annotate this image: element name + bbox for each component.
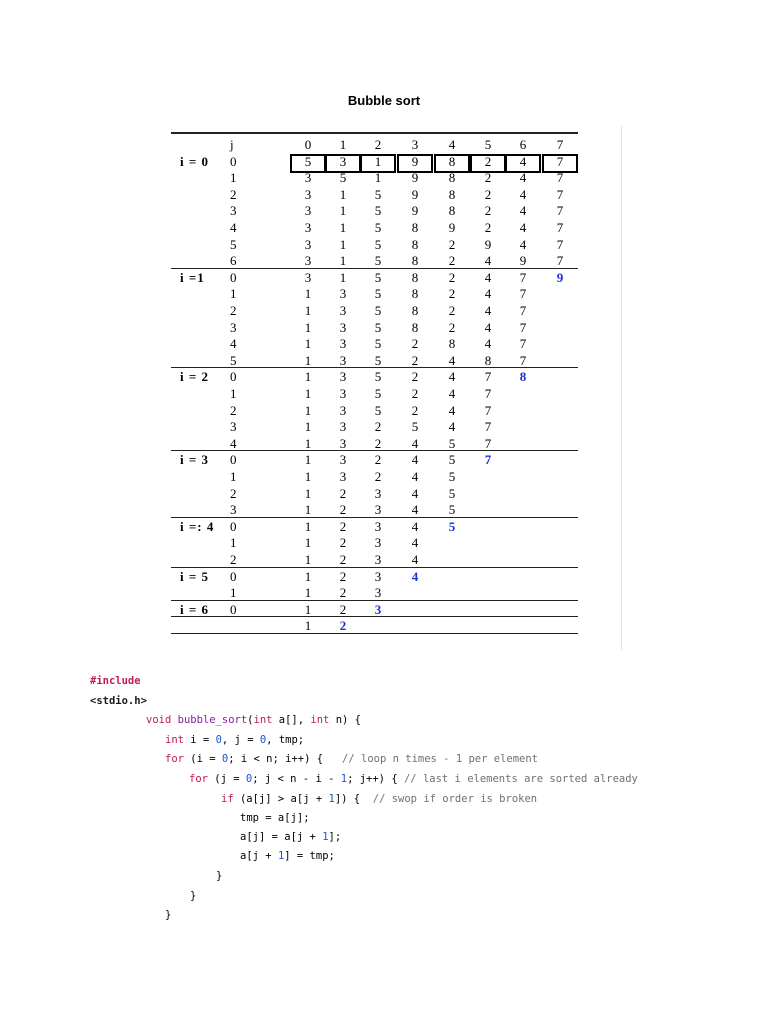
trace-value: 5 xyxy=(374,236,382,252)
pass-label: i = 0 xyxy=(180,153,210,169)
comment-swap: // swop if order is broken xyxy=(372,793,538,805)
trace-value: 2 xyxy=(411,369,419,385)
trace-value: 4 xyxy=(411,568,419,584)
trace-value: 1 xyxy=(304,502,312,518)
code-line-assign: a[j] = a[j + 1]; xyxy=(240,831,342,843)
trace-value: 4 xyxy=(484,253,492,269)
trace-value: 5 xyxy=(374,402,382,418)
trace-value: 1 xyxy=(304,386,312,401)
comment-loop: // loop n times - 1 per element xyxy=(342,753,538,765)
row-j-index: 2 xyxy=(230,402,237,418)
trace-value: 3 xyxy=(339,286,347,302)
code-brace-inner: } xyxy=(190,890,197,902)
trace-value: 9 xyxy=(448,220,456,235)
row-j-index: 6 xyxy=(230,253,237,269)
trace-value: 7 xyxy=(519,303,527,318)
trace-value: 3 xyxy=(339,352,347,368)
trace-value: 4 xyxy=(519,220,527,235)
code-line-if: if (a[j] > a[j + 1]) { // swop if order is broken xyxy=(221,793,538,805)
trace-value: 5 xyxy=(374,386,382,401)
header-col-6: 6 xyxy=(519,137,527,152)
header-col-5: 5 xyxy=(484,137,492,152)
trace-value: 3 xyxy=(339,153,347,169)
trace-value: 9 xyxy=(411,186,419,202)
trace-value: 5 xyxy=(374,269,382,285)
trace-value: 2 xyxy=(411,352,419,368)
trace-value: 7 xyxy=(556,186,564,202)
trace-value: 5 xyxy=(374,220,382,235)
trace-value: 2 xyxy=(339,502,347,518)
trace-value: 1 xyxy=(374,170,382,186)
trace-value: 4 xyxy=(411,452,419,468)
trace-value: 3 xyxy=(339,336,347,352)
code-line-tmp: tmp = a[j]; xyxy=(240,812,310,824)
trace-value: 8 xyxy=(448,153,456,169)
trace-value: 3 xyxy=(304,253,312,269)
trace-value: 9 xyxy=(411,170,419,186)
row-j-index: 4 xyxy=(230,336,237,352)
trace-value: 3 xyxy=(374,518,382,534)
row-j-index: 0 xyxy=(230,601,237,617)
trace-value: 2 xyxy=(339,535,347,551)
row-j-index: 1 xyxy=(230,286,237,302)
trace-value: 8 xyxy=(448,203,456,219)
trace-value: 2 xyxy=(448,269,456,285)
code-line-decl: int i = 0, j = 0, tmp; xyxy=(165,734,305,746)
trace-value: 3 xyxy=(374,601,382,617)
trace-value: 2 xyxy=(448,319,456,335)
trace-value: 1 xyxy=(304,286,312,302)
trace-value: 2 xyxy=(411,336,419,352)
trace-value: 3 xyxy=(339,419,347,435)
trace-value: 2 xyxy=(411,386,419,401)
trace-value: 7 xyxy=(556,153,564,169)
trace-value: 7 xyxy=(519,286,527,302)
include-header: <stdio.h> xyxy=(90,695,147,707)
trace-value: 4 xyxy=(448,402,456,418)
trace-value: 4 xyxy=(484,286,492,302)
row-j-index: 0 xyxy=(230,452,237,468)
trace-value: 3 xyxy=(339,369,347,385)
trace-value: 2 xyxy=(374,469,382,484)
row-j-index: 2 xyxy=(230,303,237,318)
trace-value: 3 xyxy=(339,303,347,318)
trace-value: 1 xyxy=(339,269,347,285)
trace-value: 1 xyxy=(304,535,312,551)
trace-value: 2 xyxy=(448,286,456,302)
trace-value: 5 xyxy=(448,518,456,534)
trace-value: 3 xyxy=(374,568,382,584)
trace-value: 3 xyxy=(304,220,312,235)
code-brace-if: } xyxy=(216,870,223,882)
trace-value: 9 xyxy=(411,203,419,219)
trace-value: 2 xyxy=(339,601,347,617)
trace-value: 5 xyxy=(448,469,456,484)
trace-value: 8 xyxy=(411,236,419,252)
trace-value: 5 xyxy=(374,303,382,318)
trace-value: 9 xyxy=(411,153,419,169)
trace-value: 1 xyxy=(339,220,347,235)
trace-value: 2 xyxy=(374,452,382,468)
trace-value: 1 xyxy=(304,518,312,534)
trace-value: 5 xyxy=(374,352,382,368)
trace-value: 3 xyxy=(339,402,347,418)
pass-label: i =: 4 xyxy=(180,518,215,534)
trace-value: 2 xyxy=(339,568,347,584)
trace-value: 2 xyxy=(484,186,492,202)
trace-value: 3 xyxy=(374,485,382,501)
trace-value: 4 xyxy=(484,336,492,352)
code-line-signature: void bubble_sort(int a[], int n) { xyxy=(146,714,361,726)
row-j-index: 1 xyxy=(230,386,237,401)
trace-value: 2 xyxy=(339,618,347,634)
trace-value: 8 xyxy=(411,286,419,302)
trace-value: 1 xyxy=(339,236,347,252)
trace-value: 3 xyxy=(339,452,347,468)
trace-value: 1 xyxy=(304,568,312,584)
trace-value: 3 xyxy=(374,585,382,601)
trace-value: 4 xyxy=(448,369,456,385)
trace-value: 1 xyxy=(304,336,312,352)
pass-label: i = 2 xyxy=(180,369,210,385)
trace-value: 3 xyxy=(304,203,312,219)
trace-value: 4 xyxy=(519,170,527,186)
trace-value: 7 xyxy=(484,419,492,435)
trace-value: 3 xyxy=(374,502,382,518)
trace-value: 4 xyxy=(448,419,456,435)
trace-value: 5 xyxy=(448,485,456,501)
trace-value: 8 xyxy=(411,253,419,269)
trace-value: 1 xyxy=(304,319,312,335)
trace-value: 7 xyxy=(556,220,564,235)
row-j-index: 3 xyxy=(230,203,237,219)
trace-value: 7 xyxy=(519,336,527,352)
code-line-outer-loop: for (i = 0; i < n; i++) { // loop n times - 1 per element xyxy=(165,753,538,765)
trace-value: 1 xyxy=(304,369,312,385)
trace-value: 4 xyxy=(519,153,527,169)
trace-value: 1 xyxy=(304,435,312,451)
trace-value: 5 xyxy=(448,452,456,468)
row-j-index: 4 xyxy=(230,435,237,451)
trace-value: 5 xyxy=(339,170,347,186)
trace-value: 4 xyxy=(411,518,419,534)
trace-value: 4 xyxy=(411,552,419,567)
row-j-index: 3 xyxy=(230,502,237,518)
trace-value: 4 xyxy=(411,435,419,451)
trace-value: 2 xyxy=(374,419,382,435)
comment-sorted: // last i elements are sorted already xyxy=(403,773,638,785)
header-j: j xyxy=(230,137,234,152)
trace-value: 1 xyxy=(304,585,312,601)
row-j-index: 2 xyxy=(230,186,237,202)
trace-value: 1 xyxy=(339,186,347,202)
trace-value: 1 xyxy=(304,402,312,418)
pass-label: i = 5 xyxy=(180,568,210,584)
trace-value: 5 xyxy=(448,502,456,518)
trace-value: 8 xyxy=(411,303,419,318)
trace-value: 7 xyxy=(556,253,564,269)
trace-value: 4 xyxy=(411,485,419,501)
trace-value: 3 xyxy=(374,535,382,551)
trace-value: 4 xyxy=(484,303,492,318)
trace-value: 9 xyxy=(519,253,527,269)
row-j-index: 5 xyxy=(230,236,237,252)
trace-value: 1 xyxy=(304,419,312,435)
trace-value: 1 xyxy=(374,153,382,169)
trace-value: 8 xyxy=(448,170,456,186)
row-j-index: 0 xyxy=(230,153,237,169)
trace-value: 2 xyxy=(484,220,492,235)
trace-value: 2 xyxy=(374,435,382,451)
trace-value: 5 xyxy=(374,319,382,335)
trace-value: 2 xyxy=(448,236,456,252)
row-j-index: 4 xyxy=(230,220,237,235)
trace-value: 1 xyxy=(304,552,312,567)
trace-value: 4 xyxy=(484,319,492,335)
code-line-inner-loop: for (j = 0; j < n - i - 1; j++) { // last i elements are sorted already xyxy=(189,773,638,785)
include-directive: #include xyxy=(90,675,141,687)
trace-value: 9 xyxy=(484,236,492,252)
trace-value: 2 xyxy=(484,153,492,169)
trace-value: 3 xyxy=(339,319,347,335)
pass-label: i = 3 xyxy=(180,452,210,468)
trace-value: 7 xyxy=(556,236,564,252)
row-j-index: 1 xyxy=(230,170,237,186)
trace-value: 1 xyxy=(304,452,312,468)
trace-value: 5 xyxy=(374,253,382,269)
trace-value: 5 xyxy=(374,336,382,352)
trace-value: 7 xyxy=(484,452,492,468)
row-j-index: 0 xyxy=(230,269,237,285)
trace-value: 7 xyxy=(519,352,527,368)
trace-value: 4 xyxy=(411,535,419,551)
trace-value: 1 xyxy=(304,352,312,368)
trace-value: 2 xyxy=(339,552,347,567)
trace-value: 7 xyxy=(556,203,564,219)
row-j-index: 2 xyxy=(230,552,237,567)
row-j-index: 0 xyxy=(230,369,237,385)
trace-value: 7 xyxy=(484,369,492,385)
trace-value: 1 xyxy=(339,253,347,269)
header-col-3: 3 xyxy=(411,137,419,152)
trace-value: 4 xyxy=(411,469,419,484)
trace-value: 4 xyxy=(411,502,419,518)
trace-value: 5 xyxy=(448,435,456,451)
trace-value: 5 xyxy=(304,153,312,169)
trace-value: 3 xyxy=(304,186,312,202)
trace-value: 7 xyxy=(556,170,564,186)
trace-value: 5 xyxy=(411,419,419,435)
trace-value: 8 xyxy=(448,336,456,352)
trace-value: 2 xyxy=(339,485,347,501)
header-col-1: 1 xyxy=(339,137,347,152)
page-title: Bubble sort xyxy=(347,93,421,108)
trace-value: 3 xyxy=(339,386,347,401)
header-col-7: 7 xyxy=(556,137,564,152)
row-j-index: 0 xyxy=(230,518,237,534)
row-j-index: 3 xyxy=(230,419,237,435)
trace-value: 1 xyxy=(304,618,312,634)
row-j-index: 2 xyxy=(230,485,237,501)
trace-value: 8 xyxy=(411,220,419,235)
trace-value: 7 xyxy=(484,435,492,451)
trace-value: 3 xyxy=(304,269,312,285)
row-j-index: 0 xyxy=(230,568,237,584)
trace-value: 7 xyxy=(484,386,492,401)
trace-value: 3 xyxy=(304,236,312,252)
trace-value: 2 xyxy=(339,518,347,534)
trace-value: 1 xyxy=(304,469,312,484)
row-j-index: 3 xyxy=(230,319,237,335)
trace-value: 5 xyxy=(374,369,382,385)
row-j-index: 1 xyxy=(230,585,237,601)
pass-label: i =1 xyxy=(180,269,205,285)
row-j-index: 5 xyxy=(230,352,237,368)
trace-value: 4 xyxy=(519,186,527,202)
trace-value: 4 xyxy=(448,352,456,368)
trace-value: 4 xyxy=(519,236,527,252)
row-j-index: 1 xyxy=(230,469,237,484)
code-line-swap: a[j + 1] = tmp; xyxy=(240,850,335,862)
trace-value: 2 xyxy=(448,303,456,318)
trace-value: 2 xyxy=(484,203,492,219)
trace-value: 1 xyxy=(339,203,347,219)
trace-value: 3 xyxy=(374,552,382,567)
code-brace-outer: } xyxy=(165,909,172,921)
row-j-index: 1 xyxy=(230,535,237,551)
trace-value: 1 xyxy=(304,303,312,318)
trace-value: 2 xyxy=(484,170,492,186)
trace-value: 3 xyxy=(304,170,312,186)
trace-value: 9 xyxy=(556,269,564,285)
trace-value: 7 xyxy=(484,402,492,418)
header-col-2: 2 xyxy=(374,137,382,152)
trace-value: 7 xyxy=(519,319,527,335)
trace-value: 2 xyxy=(448,253,456,269)
trace-value: 5 xyxy=(374,186,382,202)
trace-value: 2 xyxy=(411,402,419,418)
trace-value: 3 xyxy=(339,435,347,451)
trace-value: 1 xyxy=(304,601,312,617)
trace-value: 4 xyxy=(448,386,456,401)
trace-value: 8 xyxy=(519,369,527,385)
trace-value: 8 xyxy=(448,186,456,202)
pass-label: i = 6 xyxy=(180,601,210,617)
trace-value: 4 xyxy=(484,269,492,285)
trace-value: 5 xyxy=(374,286,382,302)
trace-value: 3 xyxy=(339,469,347,484)
trace-value: 2 xyxy=(339,585,347,601)
trace-value: 4 xyxy=(519,203,527,219)
trace-value: 8 xyxy=(484,352,492,368)
trace-value: 8 xyxy=(411,319,419,335)
header-col-0: 0 xyxy=(304,137,312,152)
header-col-4: 4 xyxy=(448,137,456,152)
trace-value: 8 xyxy=(411,269,419,285)
trace-value: 1 xyxy=(304,485,312,501)
trace-value: 7 xyxy=(519,269,527,285)
trace-value: 5 xyxy=(374,203,382,219)
